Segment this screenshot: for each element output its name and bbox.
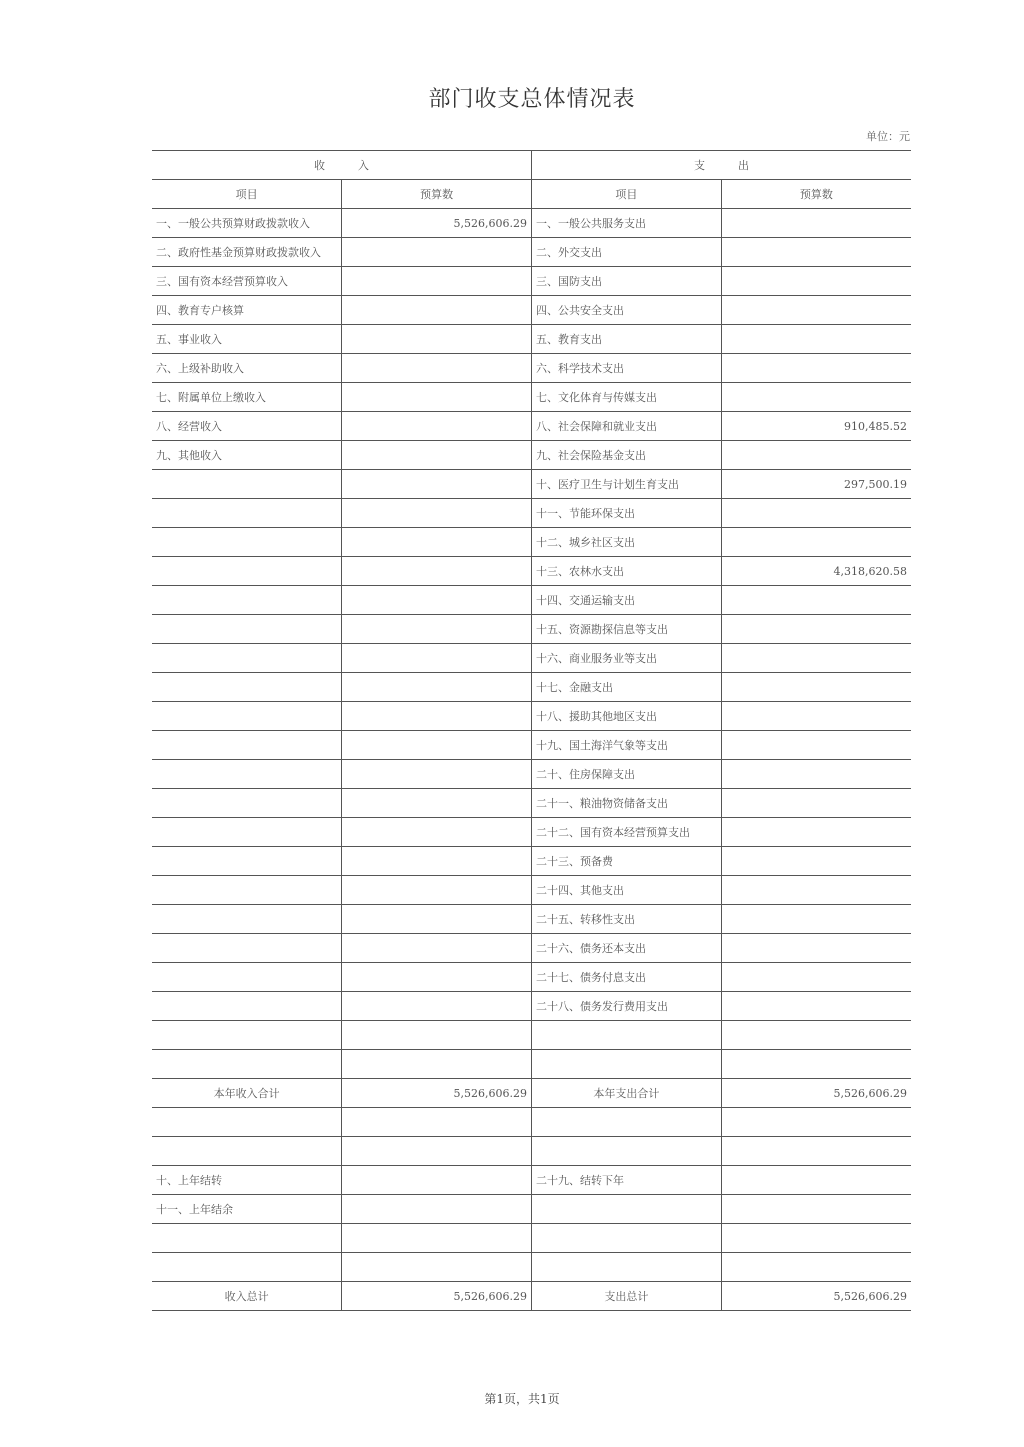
table-row — [152, 905, 911, 934]
income-item-cell — [152, 470, 342, 499]
table-row — [152, 470, 911, 499]
expense-budget-cell — [721, 934, 911, 963]
expense-item-cell — [532, 1108, 722, 1137]
income-item-cell — [152, 1021, 342, 1050]
income-item-cell: 收入总计 — [152, 1282, 342, 1311]
expense-item-cell: 二十四、其他支出 — [532, 876, 722, 905]
table-row — [152, 528, 911, 557]
expense-budget-cell: 910,485.52 — [721, 412, 911, 441]
table-row — [152, 847, 911, 876]
table-row — [152, 1224, 911, 1253]
income-item-cell — [152, 528, 342, 557]
expense-budget-cell — [721, 847, 911, 876]
expense-item-cell: 三、国防支出 — [532, 267, 722, 296]
table-row — [152, 760, 911, 789]
income-budget-cell — [342, 847, 532, 876]
income-item-cell — [152, 876, 342, 905]
expense-item-header: 项目 — [532, 180, 722, 209]
income-item-cell — [152, 615, 342, 644]
unit-label: 单位：元 — [866, 130, 910, 143]
income-budget-cell — [342, 1137, 532, 1166]
income-budget-cell — [342, 1224, 532, 1253]
expense-item-cell: 十一、节能环保支出 — [532, 499, 722, 528]
expense-budget-cell — [721, 1137, 911, 1166]
expense-budget-cell — [721, 499, 911, 528]
expense-item-cell — [532, 1224, 722, 1253]
income-budget-cell — [342, 267, 532, 296]
income-budget-cell — [342, 818, 532, 847]
income-budget-cell — [342, 1166, 532, 1195]
expense-item-cell: 二十五、转移性支出 — [532, 905, 722, 934]
expense-item-cell: 支出总计 — [532, 1282, 722, 1311]
expense-budget-cell — [721, 238, 911, 267]
income-budget-cell — [342, 673, 532, 702]
expense-budget-cell — [721, 354, 911, 383]
expense-item-cell: 十九、国土海洋气象等支出 — [532, 731, 722, 760]
income-budget-cell — [342, 557, 532, 586]
expense-item-cell: 二十六、债务还本支出 — [532, 934, 722, 963]
table-row — [152, 1253, 911, 1282]
income-budget-cell — [342, 905, 532, 934]
table-row — [152, 1108, 911, 1137]
expense-budget-cell — [721, 818, 911, 847]
expense-item-cell: 二十八、债务发行费用支出 — [532, 992, 722, 1021]
income-item-cell: 七、附属单位上缴收入 — [152, 383, 342, 412]
expense-item-cell — [532, 1021, 722, 1050]
income-budget-cell — [342, 702, 532, 731]
expense-item-cell: 一、一般公共服务支出 — [532, 209, 722, 238]
table-row — [152, 586, 911, 615]
table-row — [152, 818, 911, 847]
income-item-cell: 四、教育专户核算 — [152, 296, 342, 325]
income-item-cell — [152, 1137, 342, 1166]
income-item-cell: 二、政府性基金预算财政拨款收入 — [152, 238, 342, 267]
expense-item-cell: 十三、农林水支出 — [532, 557, 722, 586]
expense-item-cell: 二十九、结转下年 — [532, 1166, 722, 1195]
expense-item-cell: 本年支出合计 — [532, 1079, 722, 1108]
page-footer: 第1页，共1页 — [484, 1392, 560, 1406]
column-header-row — [152, 180, 911, 209]
income-item-cell — [152, 934, 342, 963]
expense-budget-cell — [721, 586, 911, 615]
table-row — [152, 789, 911, 818]
expense-budget-cell — [721, 615, 911, 644]
income-budget-cell — [342, 760, 532, 789]
expense-item-cell: 十七、金融支出 — [532, 673, 722, 702]
expense-item-cell: 十六、商业服务业等支出 — [532, 644, 722, 673]
table-row — [152, 615, 911, 644]
income-item-cell — [152, 586, 342, 615]
income-item-cell: 九、其他收入 — [152, 441, 342, 470]
income-item-cell — [152, 499, 342, 528]
table-row — [152, 673, 911, 702]
expense-budget-cell — [721, 267, 911, 296]
table-row — [152, 1079, 911, 1108]
income-item-cell — [152, 731, 342, 760]
expense-item-cell: 二十三、预备费 — [532, 847, 722, 876]
expense-budget-cell — [721, 789, 911, 818]
table-row — [152, 557, 911, 586]
expense-item-cell: 二十二、国有资本经营预算支出 — [532, 818, 722, 847]
income-header: 收 入 — [152, 151, 532, 180]
expense-budget-cell: 5,526,606.29 — [721, 1282, 911, 1311]
income-item-cell — [152, 963, 342, 992]
income-budget-cell — [342, 963, 532, 992]
income-item-cell: 本年收入合计 — [152, 1079, 342, 1108]
expense-budget-cell — [721, 1021, 911, 1050]
income-item-cell — [152, 1253, 342, 1282]
table-row — [152, 963, 911, 992]
budget-table — [152, 150, 911, 1311]
table-row — [152, 441, 911, 470]
table-row — [152, 412, 911, 441]
income-budget-cell — [342, 296, 532, 325]
expense-budget-cell — [721, 702, 911, 731]
expense-item-cell — [532, 1195, 722, 1224]
expense-budget-cell — [721, 209, 911, 238]
table-row — [152, 1195, 911, 1224]
table-row — [152, 238, 911, 267]
expense-budget-cell — [721, 876, 911, 905]
income-item-cell — [152, 992, 342, 1021]
income-item-cell — [152, 1050, 342, 1079]
expense-item-cell: 十、医疗卫生与计划生育支出 — [532, 470, 722, 499]
expense-item-cell — [532, 1050, 722, 1079]
table-row — [152, 992, 911, 1021]
income-item-cell — [152, 818, 342, 847]
expense-budget-cell — [721, 963, 911, 992]
expense-item-cell: 九、社会保险基金支出 — [532, 441, 722, 470]
table-row — [152, 1137, 911, 1166]
page-title: 部门收支总体情况表 — [428, 87, 636, 112]
income-item-cell: 三、国有资本经营预算收入 — [152, 267, 342, 296]
income-budget-cell: 5,526,606.29 — [342, 1079, 532, 1108]
expense-item-cell: 五、教育支出 — [532, 325, 722, 354]
income-budget-cell — [342, 412, 532, 441]
expense-budget-cell — [721, 383, 911, 412]
expense-item-cell — [532, 1253, 722, 1282]
income-budget-cell — [342, 354, 532, 383]
table-row — [152, 209, 911, 238]
table-row — [152, 644, 911, 673]
table-row — [152, 383, 911, 412]
income-budget-cell — [342, 470, 532, 499]
expense-item-cell: 十八、援助其他地区支出 — [532, 702, 722, 731]
table-row — [152, 934, 911, 963]
income-item-cell: 六、上级补助收入 — [152, 354, 342, 383]
expense-budget-cell — [721, 441, 911, 470]
income-item-cell: 十、上年结转 — [152, 1166, 342, 1195]
income-budget-cell — [342, 1021, 532, 1050]
table-row — [152, 1282, 911, 1311]
income-item-cell: 八、经营收入 — [152, 412, 342, 441]
expense-budget-cell — [721, 673, 911, 702]
income-item-cell — [152, 789, 342, 818]
table-row — [152, 876, 911, 905]
expense-budget-cell: 4,318,620.58 — [721, 557, 911, 586]
expense-budget-cell — [721, 992, 911, 1021]
income-item-cell — [152, 1108, 342, 1137]
table-row — [152, 731, 911, 760]
income-budget-cell — [342, 992, 532, 1021]
expense-budget-cell — [721, 1224, 911, 1253]
expense-budget-cell — [721, 325, 911, 354]
expense-item-cell: 六、科学技术支出 — [532, 354, 722, 383]
expense-budget-cell — [721, 1195, 911, 1224]
income-item-cell: 五、事业收入 — [152, 325, 342, 354]
expense-budget-cell — [721, 905, 911, 934]
table-row — [152, 325, 911, 354]
table-row — [152, 1021, 911, 1050]
income-item-cell — [152, 673, 342, 702]
income-budget-cell — [342, 325, 532, 354]
expense-budget-cell — [721, 296, 911, 325]
income-budget-cell — [342, 441, 532, 470]
expense-item-cell: 二十、住房保障支出 — [532, 760, 722, 789]
income-budget-cell — [342, 1195, 532, 1224]
income-item-cell — [152, 905, 342, 934]
expense-item-cell: 十五、资源勘探信息等支出 — [532, 615, 722, 644]
income-budget-cell — [342, 876, 532, 905]
income-budget-cell: 5,526,606.29 — [342, 209, 532, 238]
table-row — [152, 1166, 911, 1195]
expense-item-cell: 八、社会保障和就业支出 — [532, 412, 722, 441]
income-budget-cell — [342, 644, 532, 673]
income-item-cell — [152, 760, 342, 789]
expense-budget-cell — [721, 760, 911, 789]
expense-budget-cell — [721, 1166, 911, 1195]
income-budget-cell — [342, 615, 532, 644]
expense-item-cell: 二十一、粮油物资储备支出 — [532, 789, 722, 818]
expense-budget-cell — [721, 731, 911, 760]
expense-item-cell: 七、文化体育与传媒支出 — [532, 383, 722, 412]
income-budget-cell — [342, 383, 532, 412]
income-budget-cell — [342, 731, 532, 760]
income-budget-cell — [342, 934, 532, 963]
table-row — [152, 296, 911, 325]
income-item-cell — [152, 702, 342, 731]
income-item-cell: 十一、上年结余 — [152, 1195, 342, 1224]
expense-item-cell: 十四、交通运输支出 — [532, 586, 722, 615]
expense-item-cell: 二十七、债务付息支出 — [532, 963, 722, 992]
expense-item-cell: 二、外交支出 — [532, 238, 722, 267]
income-budget-cell — [342, 238, 532, 267]
income-budget-cell — [342, 1050, 532, 1079]
section-header-row — [152, 151, 911, 180]
income-item-cell: 一、一般公共预算财政拨款收入 — [152, 209, 342, 238]
expense-budget-header: 预算数 — [721, 180, 911, 209]
income-budget-header: 预算数 — [342, 180, 532, 209]
expense-item-cell: 四、公共安全支出 — [532, 296, 722, 325]
expense-budget-cell — [721, 644, 911, 673]
table-row — [152, 354, 911, 383]
table-row — [152, 1050, 911, 1079]
income-budget-cell — [342, 528, 532, 557]
income-item-cell — [152, 557, 342, 586]
expense-item-cell: 十二、城乡社区支出 — [532, 528, 722, 557]
income-budget-cell — [342, 1108, 532, 1137]
income-budget-cell: 5,526,606.29 — [342, 1282, 532, 1311]
income-item-header: 项目 — [152, 180, 342, 209]
expense-budget-cell — [721, 1253, 911, 1282]
table-row — [152, 702, 911, 731]
income-budget-cell — [342, 1253, 532, 1282]
income-budget-cell — [342, 499, 532, 528]
expense-budget-cell: 5,526,606.29 — [721, 1079, 911, 1108]
income-budget-cell — [342, 586, 532, 615]
table-row — [152, 499, 911, 528]
table-row — [152, 267, 911, 296]
income-item-cell — [152, 847, 342, 876]
income-budget-cell — [342, 789, 532, 818]
expense-budget-cell: 297,500.19 — [721, 470, 911, 499]
income-item-cell — [152, 644, 342, 673]
expense-item-cell — [532, 1137, 722, 1166]
income-item-cell — [152, 1224, 342, 1253]
expense-budget-cell — [721, 528, 911, 557]
expense-header: 支 出 — [532, 151, 912, 180]
expense-budget-cell — [721, 1108, 911, 1137]
expense-budget-cell — [721, 1050, 911, 1079]
